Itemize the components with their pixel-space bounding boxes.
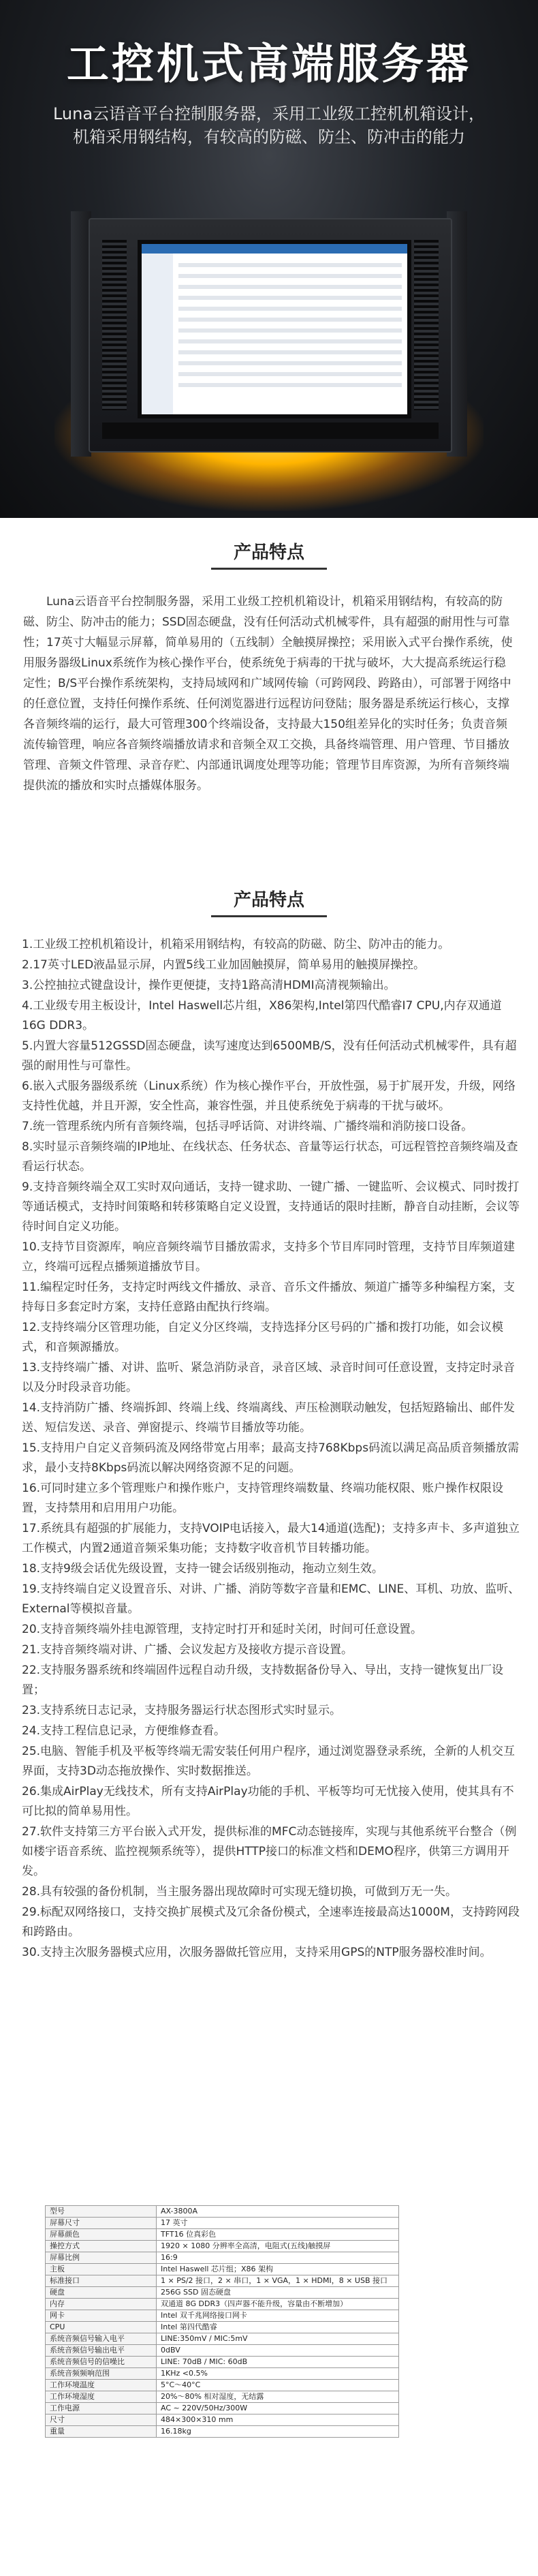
- feature-list-item: 22.支持服务器系统和终端固件远程自动升级，支持数据备份导入、导出，支持一键恢复出厂设置；: [22, 1663, 504, 1697]
- feature-list-item: 17.系统具有超强的扩展能力，支持VOIP电话接入，最大14通道(选配)；支持多声卡、多声道独立工作模式，内置2通道音频采集功能；支持数字收音机节目转播功能。: [22, 1522, 520, 1555]
- spec-value: Intel 第四代酷睿: [157, 2322, 399, 2333]
- features-intro-section: [0, 538, 538, 796]
- table-row: [46, 2414, 399, 2426]
- spec-label: 网卡: [46, 2310, 157, 2322]
- spec-value: 1KHz <0.5%: [157, 2368, 399, 2380]
- spec-label: 系统音频信号输出电平: [46, 2345, 157, 2357]
- hero-subtitle-line-2: 机箱采用钢结构，有较高的防磁、防尘、防冲击的能力: [73, 127, 465, 147]
- product-image-server: [89, 218, 452, 453]
- feature-list-item: 30.支持主次服务器模式应用，次服务器做托管应用，支持采用GPS的NTP服务器校准时间。: [22, 1946, 492, 1959]
- spec-value: 17 英寸: [157, 2218, 399, 2229]
- feature-list-item: 25.电脑、智能手机及平板等终端无需安装任何用户程序，通过浏览器登录系统，全新的人机交互界面，支持3D动态拖放操作、实时数据推送。: [22, 1745, 516, 1778]
- spec-label: 型号: [46, 2206, 157, 2218]
- table-row: [46, 2299, 399, 2310]
- table-row: [46, 2218, 399, 2229]
- spec-value: 256G SSD 固态硬盘: [157, 2287, 399, 2299]
- feature-list-item: 12.支持终端分区管理功能，自定义分区终端，支持选择分区号码的广播和拨打功能，如会议模式，和音频源播放。: [22, 1321, 504, 1354]
- table-row: [46, 2391, 399, 2403]
- vent-left: [102, 240, 127, 410]
- feature-list-item: 20.支持音频终端外挂电源管理，支持定时打开和延时关闭，时间可任意设置。: [22, 1623, 423, 1636]
- spec-label: 内存: [46, 2299, 157, 2310]
- spec-label: 系统音频频响范围: [46, 2368, 157, 2380]
- table-row: [46, 2229, 399, 2241]
- spec-table: [45, 2205, 399, 2438]
- section-title: 产品特点: [233, 542, 304, 563]
- table-row: [46, 2252, 399, 2264]
- spec-value: 16:9: [157, 2252, 399, 2264]
- table-row: [46, 2241, 399, 2252]
- feature-list-item: 26.集成AirPlay无线技术，所有支持AirPlay功能的手机、平板等均可无忧接入使用，使其具有不可比拟的简单易用性。: [22, 1785, 514, 1818]
- feature-list-item: 15.支持用户自定义音频码流及网络带宽占用率；最高支持768Kbps码流以满足高品质音频播放需求，最小支持8Kbps码流以解决网络资源不足的问题。: [22, 1441, 520, 1475]
- spec-label: 屏幕尺寸: [46, 2218, 157, 2229]
- keyboard-tray: [102, 423, 439, 439]
- spec-value: 1 × PS/2 接口，2 × 串口，1 × VGA，1 × HDMI，8 × USB 接口: [157, 2275, 399, 2287]
- feature-list-item: 10.支持节目资源库，响应音频终端节目播放需求，支持多个节目库同时管理，支持节目库频道建立，终端可远程点播频道播放节目。: [22, 1240, 516, 1274]
- spec-value: 1920 × 1080 分辨率全高清，电阻式(五线)触摸屏: [157, 2241, 399, 2252]
- section-title: 产品特点: [233, 890, 304, 910]
- spec-label: 重量: [46, 2426, 157, 2438]
- feature-list-item: 28.具有较强的备份机制，当主服务器出现故障时可实现无缝切换，可做到万无一失。: [22, 1885, 458, 1899]
- title-underline: [211, 915, 327, 917]
- spec-value: Intel 双千兆网络接口网卡: [157, 2310, 399, 2322]
- spec-label: 屏幕颜色: [46, 2229, 157, 2241]
- feature-list-item: 11.编程定时任务，支持定时两线文件播放、录音、音乐文件播放、频道广播等多种编程方案，支持每日多套定时方案，支持任意路由配执行终端。: [22, 1281, 516, 1314]
- feature-list-item: 27.软件支持第三方平台嵌入式开发，提供标准的MFC动态链接库，实现与其他系统平台整合（例如楼宇语音系统、监控视频系统等），提供HTTP接口的标准文档和DEMO程序，供第三方调用开发。: [22, 1825, 517, 1878]
- spec-label: 标准接口: [46, 2275, 157, 2287]
- spec-label: 硬盘: [46, 2287, 157, 2299]
- spec-value: 16.18kg: [157, 2426, 399, 2438]
- table-row: [46, 2357, 399, 2368]
- feature-list-item: 2.17英寸LED液晶显示屏，内置5线工业加固触摸屏，简单易用的触摸屏操控。: [22, 958, 425, 972]
- hero-title: 工控机式高端服务器: [66, 39, 471, 89]
- feature-list-item: 9.支持音频终端全双工实时双向通话，支持一键求助、一键广播、一键监听、会议模式、同时拨打等通话模式，支持时间策略和转移策略自定义设置，支持通话的限时挂断，静音自动挂断，会议等待时间自定义功能。: [22, 1180, 520, 1233]
- vent-right: [414, 240, 439, 410]
- table-row: [46, 2264, 399, 2275]
- feature-list-item: 24.支持工程信息记录，方便维修查看。: [22, 1724, 226, 1738]
- feature-list-item: 29.标配双网络接口，支持交换扩展模式及冗余备份模式，全速率连接最高达1000M，支持跨网段和跨路由。: [22, 1905, 520, 1939]
- spec-label: 工作电源: [46, 2403, 157, 2414]
- spec-value: AC ~ 220V/50Hz/300W: [157, 2403, 399, 2414]
- spec-value: LINE: 70dB / MIC: 60dB: [157, 2357, 399, 2368]
- table-row: [46, 2345, 399, 2357]
- table-row: [46, 2322, 399, 2333]
- feature-list-item: 6.嵌入式服务器级系统（Linux系统）作为核心操作平台，开放性强，易于扩展开发，升级，网络支持性优越，并且开源，安全性高，兼容性强，并且使系统免于病毒的干扰与破坏。: [22, 1079, 516, 1113]
- table-row: [46, 2275, 399, 2287]
- table-row: [46, 2380, 399, 2391]
- table-row: [46, 2206, 399, 2218]
- hero-subtitle-line-1: Luna云语音平台控制服务器，采用工业级工控机机箱设计，: [52, 104, 486, 123]
- feature-list-item: 14.支持消防广播、终端拆卸、终端上线、终端离线、声压检测联动触发，包括短路输出、邮件发送、短信发送、录音、弹窗提示、终端节目播放等功能。: [22, 1401, 516, 1435]
- spec-value: 5°C～40°C: [157, 2380, 399, 2391]
- intro-paragraph: Luna云语音平台控制服务器，采用工业级工控机机箱设计，机箱采用钢结构，有较高的防磁、防尘、防冲击的能力；SSD固态硬盘，没有任何活动式机械零件，具有超强的耐用性与可靠性；17英寸大幅显示屏幕，简单易用的（五线制）全触摸屏操控；采用嵌入式平台操作系统，使用服务器级Linux系统作为核心操作平台，使系统免于病毒的干扰与破坏，大大提高系统运行稳定性；B/S平台操作系统架构，支持局域网和广域网传输（可跨网段、跨路由），可部署于网络中的任意位置，支持任何操作系统、任何浏览器进行远程访问登陆；服务器是系统运行核心，支撑各音频终端的运行，最大可管理300个终端设备，支持最大150组差异化的实时任务；负责音频流传输管理，响应各音频终端播放请求和音频全双工交换，具备终端管理、用户管理、节目播放管理、音频文件管理、录音存贮、内部通讯调度处理等功能；管理节目库资源，为所有音频终端提供流的播放和实时点播媒体服务。: [23, 595, 513, 793]
- hero-subtitle: [0, 102, 538, 149]
- feature-list-item: 13.支持终端广播、对讲、监听、紧急消防录音，录音区域、录音时间可任意设置，支持定时录音以及分时段录音功能。: [22, 1361, 516, 1394]
- feature-list-item: 18.支持9级会话优先级设置，支持一键会话级别拖动，拖动立刻生效。: [22, 1562, 383, 1576]
- spec-label: 操控方式: [46, 2241, 157, 2252]
- spec-value: 双通道 8G DDR3（四声器不能升级，容量由不断增加）: [157, 2299, 399, 2310]
- spec-label: 系统音频信号的信噪比: [46, 2357, 157, 2368]
- spec-label: 系统音频信号输入电平: [46, 2333, 157, 2345]
- spec-label: 主板: [46, 2264, 157, 2275]
- spec-label: 工作环境温度: [46, 2380, 157, 2391]
- feature-list-item: 23.支持系统日志记录，支持服务器运行状态图形式实时显示。: [22, 1704, 342, 1717]
- table-row: [46, 2333, 399, 2345]
- feature-list-item: 1.工业级工控机机箱设计，机箱采用钢结构，有较高的防磁、防尘、防冲击的能力。: [22, 938, 450, 951]
- table-row: [46, 2368, 399, 2380]
- server-screen: [138, 240, 411, 418]
- feature-list-item: 16.可同时建立多个管理账户和操作账户，支持管理终端数量、终端功能权限、账户操作权限设置，支持禁用和启用用户功能。: [22, 1482, 504, 1515]
- table-row: [46, 2403, 399, 2414]
- spec-value: 0dBV: [157, 2345, 399, 2357]
- feature-list-item: 19.支持终端自定义设置音乐、对讲、广播、消防等数字音量和EMC、LINE、耳机、功放、监听、External等模拟音量。: [22, 1582, 520, 1616]
- spec-value: AX-3800A: [157, 2206, 399, 2218]
- feature-list-item: 5.内置大容量512GSSD固态硬盘，读写速度达到6500MB/S，没有任何活动式机械零件，具有超强的耐用性与可靠性。: [22, 1039, 517, 1073]
- spec-value: TFT16 位真彩色: [157, 2229, 399, 2241]
- feature-list-item: 4.工业级专用主板设计，Intel Haswell芯片组，X86架构,Intel第四代酷睿I7 CPU,内存双通道16G DDR3。: [22, 999, 502, 1032]
- spec-value: 484×300×310 mm: [157, 2414, 399, 2426]
- spec-value: LINE:350mV / MIC:5mV: [157, 2333, 399, 2345]
- title-underline: [211, 568, 327, 570]
- feature-list: [22, 935, 522, 1963]
- spec-value: 20%～80% 相对湿度，无结露: [157, 2391, 399, 2403]
- spec-label: 尺寸: [46, 2414, 157, 2426]
- table-row: [46, 2310, 399, 2322]
- table-row: [46, 2287, 399, 2299]
- hero-banner: [0, 0, 538, 518]
- feature-list-item: 7.统一管理系统内所有音频终端，包括寻呼话筒、对讲终端、广播终端和消防接口设备。: [22, 1120, 473, 1133]
- feature-list-item: 8.实时显示音频终端的IP地址、在线状态、任务状态、音量等运行状态，可远程管控音频终端及查看运行状态。: [22, 1140, 518, 1174]
- spec-label: 工作环境湿度: [46, 2391, 157, 2403]
- spec-label: CPU: [46, 2322, 157, 2333]
- spec-label: 屏幕比例: [46, 2252, 157, 2264]
- table-row: [46, 2426, 399, 2438]
- feature-list-item: 3.公控抽拉式键盘设计，操作更便捷，支持1路高清HDMI高清视频输出。: [22, 979, 396, 992]
- feature-list-item: 21.支持音频终端对讲、广播、会议发起方及接收方提示音设置。: [22, 1643, 353, 1657]
- spec-value: Intel Haswell 芯片组；X86 架构: [157, 2264, 399, 2275]
- features-list-section: [0, 886, 538, 1963]
